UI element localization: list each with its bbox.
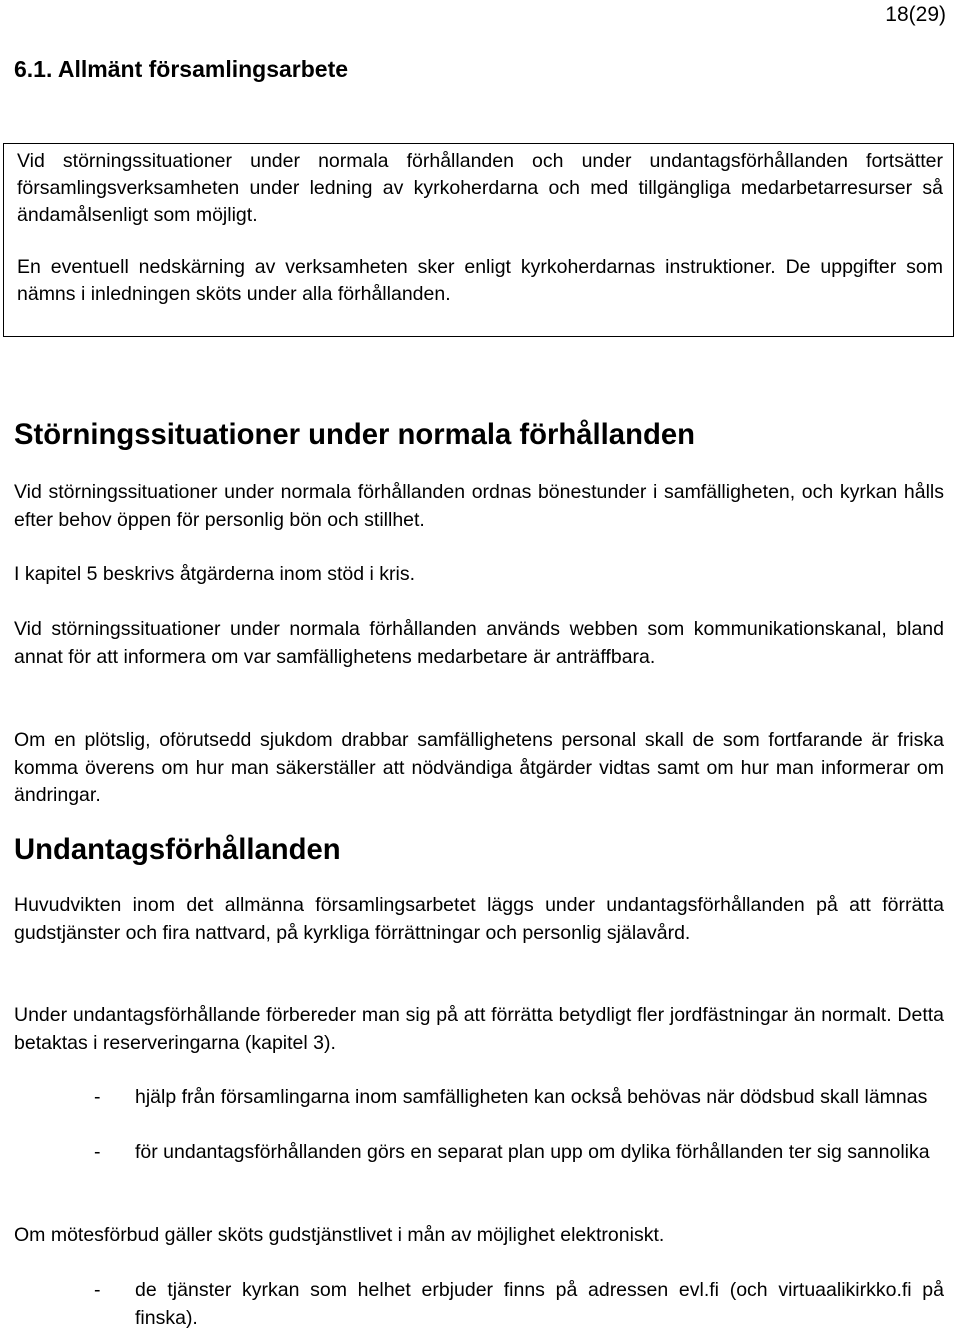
list-item-text: hjälp från församlingarna inom samfälligheten kan också behövas när dödsbud skall lämnas (135, 1086, 928, 1108)
summary-box (3, 143, 954, 337)
list-item (94, 1277, 944, 1332)
exceptional-paragraph-2: Under undantagsförhållande förbereder man sig på att förrätta betydligt fler jordfästningar än normalt. Detta betaktas i reserveringarna (kapitel 3). (14, 1004, 944, 1054)
list-item-text: för undantagsförhållanden görs en separat plan upp om dylika förhållanden ter sig sannolika (135, 1141, 930, 1163)
normal-paragraph-2: I kapitel 5 beskrivs åtgärderna inom stöd i kris. (14, 563, 416, 585)
list-item (94, 1139, 944, 1167)
exceptional-paragraph-3: Om mötesförbud gäller sköts gudstjänstlivet i mån av möjlighet elektroniskt. (14, 1224, 665, 1246)
page-number: 18(29) (885, 3, 946, 26)
section-title: 6.1. Allmänt församlingsarbete (14, 56, 349, 82)
normal-paragraph-1: Vid störningssituationer under normala förhållanden ordnas bönestunder i samfälligheten, och kyrkan hålls efter behov öppen för personlig bön och stillhet. (14, 481, 944, 531)
summary-paragraph-2: En eventuell nedskärning av verksamheten sker enligt kyrkoherdarnas instruktioner. De uppgifter som nämns i inledningen sköts under alla förhållanden. (17, 256, 943, 305)
list-dash: - (94, 1086, 101, 1108)
list-dash: - (94, 1141, 101, 1163)
heading-exceptional-conditions: Undantagsförhållanden (14, 834, 341, 866)
summary-paragraph-1: Vid störningssituationer under normala förhållanden och under undantagsförhållanden fortsätter församlingsverksamheten under ledning av kyrkoherdarna och med tillgängliga medarbetarresurser så ändamålsenligt som möjligt. (17, 150, 943, 226)
heading-normal-conditions: Störningssituationer under normala förhållanden (14, 419, 695, 451)
list-item-text: de tjänster kyrkan som helhet erbjuder finns på adressen evl.fi (och virtuaalikirkko.fi på finska). (135, 1279, 944, 1329)
list-item (94, 1084, 944, 1112)
list-dash: - (94, 1279, 101, 1301)
normal-paragraph-4: Om en plötslig, oförutsedd sjukdom drabbar samfällighetens personal skall de som fortfarande är friska komma överens om hur man säkerställer att nödvändiga åtgärder vidtas samt om hur man informerar om ändringar. (14, 729, 944, 806)
normal-paragraph-3: Vid störningssituationer under normala förhållanden används webben som kommunikationskanal, bland annat för att informera om var samfällighetens medarbetare är anträffbara. (14, 618, 944, 668)
exceptional-paragraph-1: Huvudvikten inom det allmänna församlingsarbetet läggs under undantagsförhållanden på att förrätta gudstjänster och fira nattvard, på kyrkliga förrättningar och personlig själavård. (14, 894, 944, 944)
